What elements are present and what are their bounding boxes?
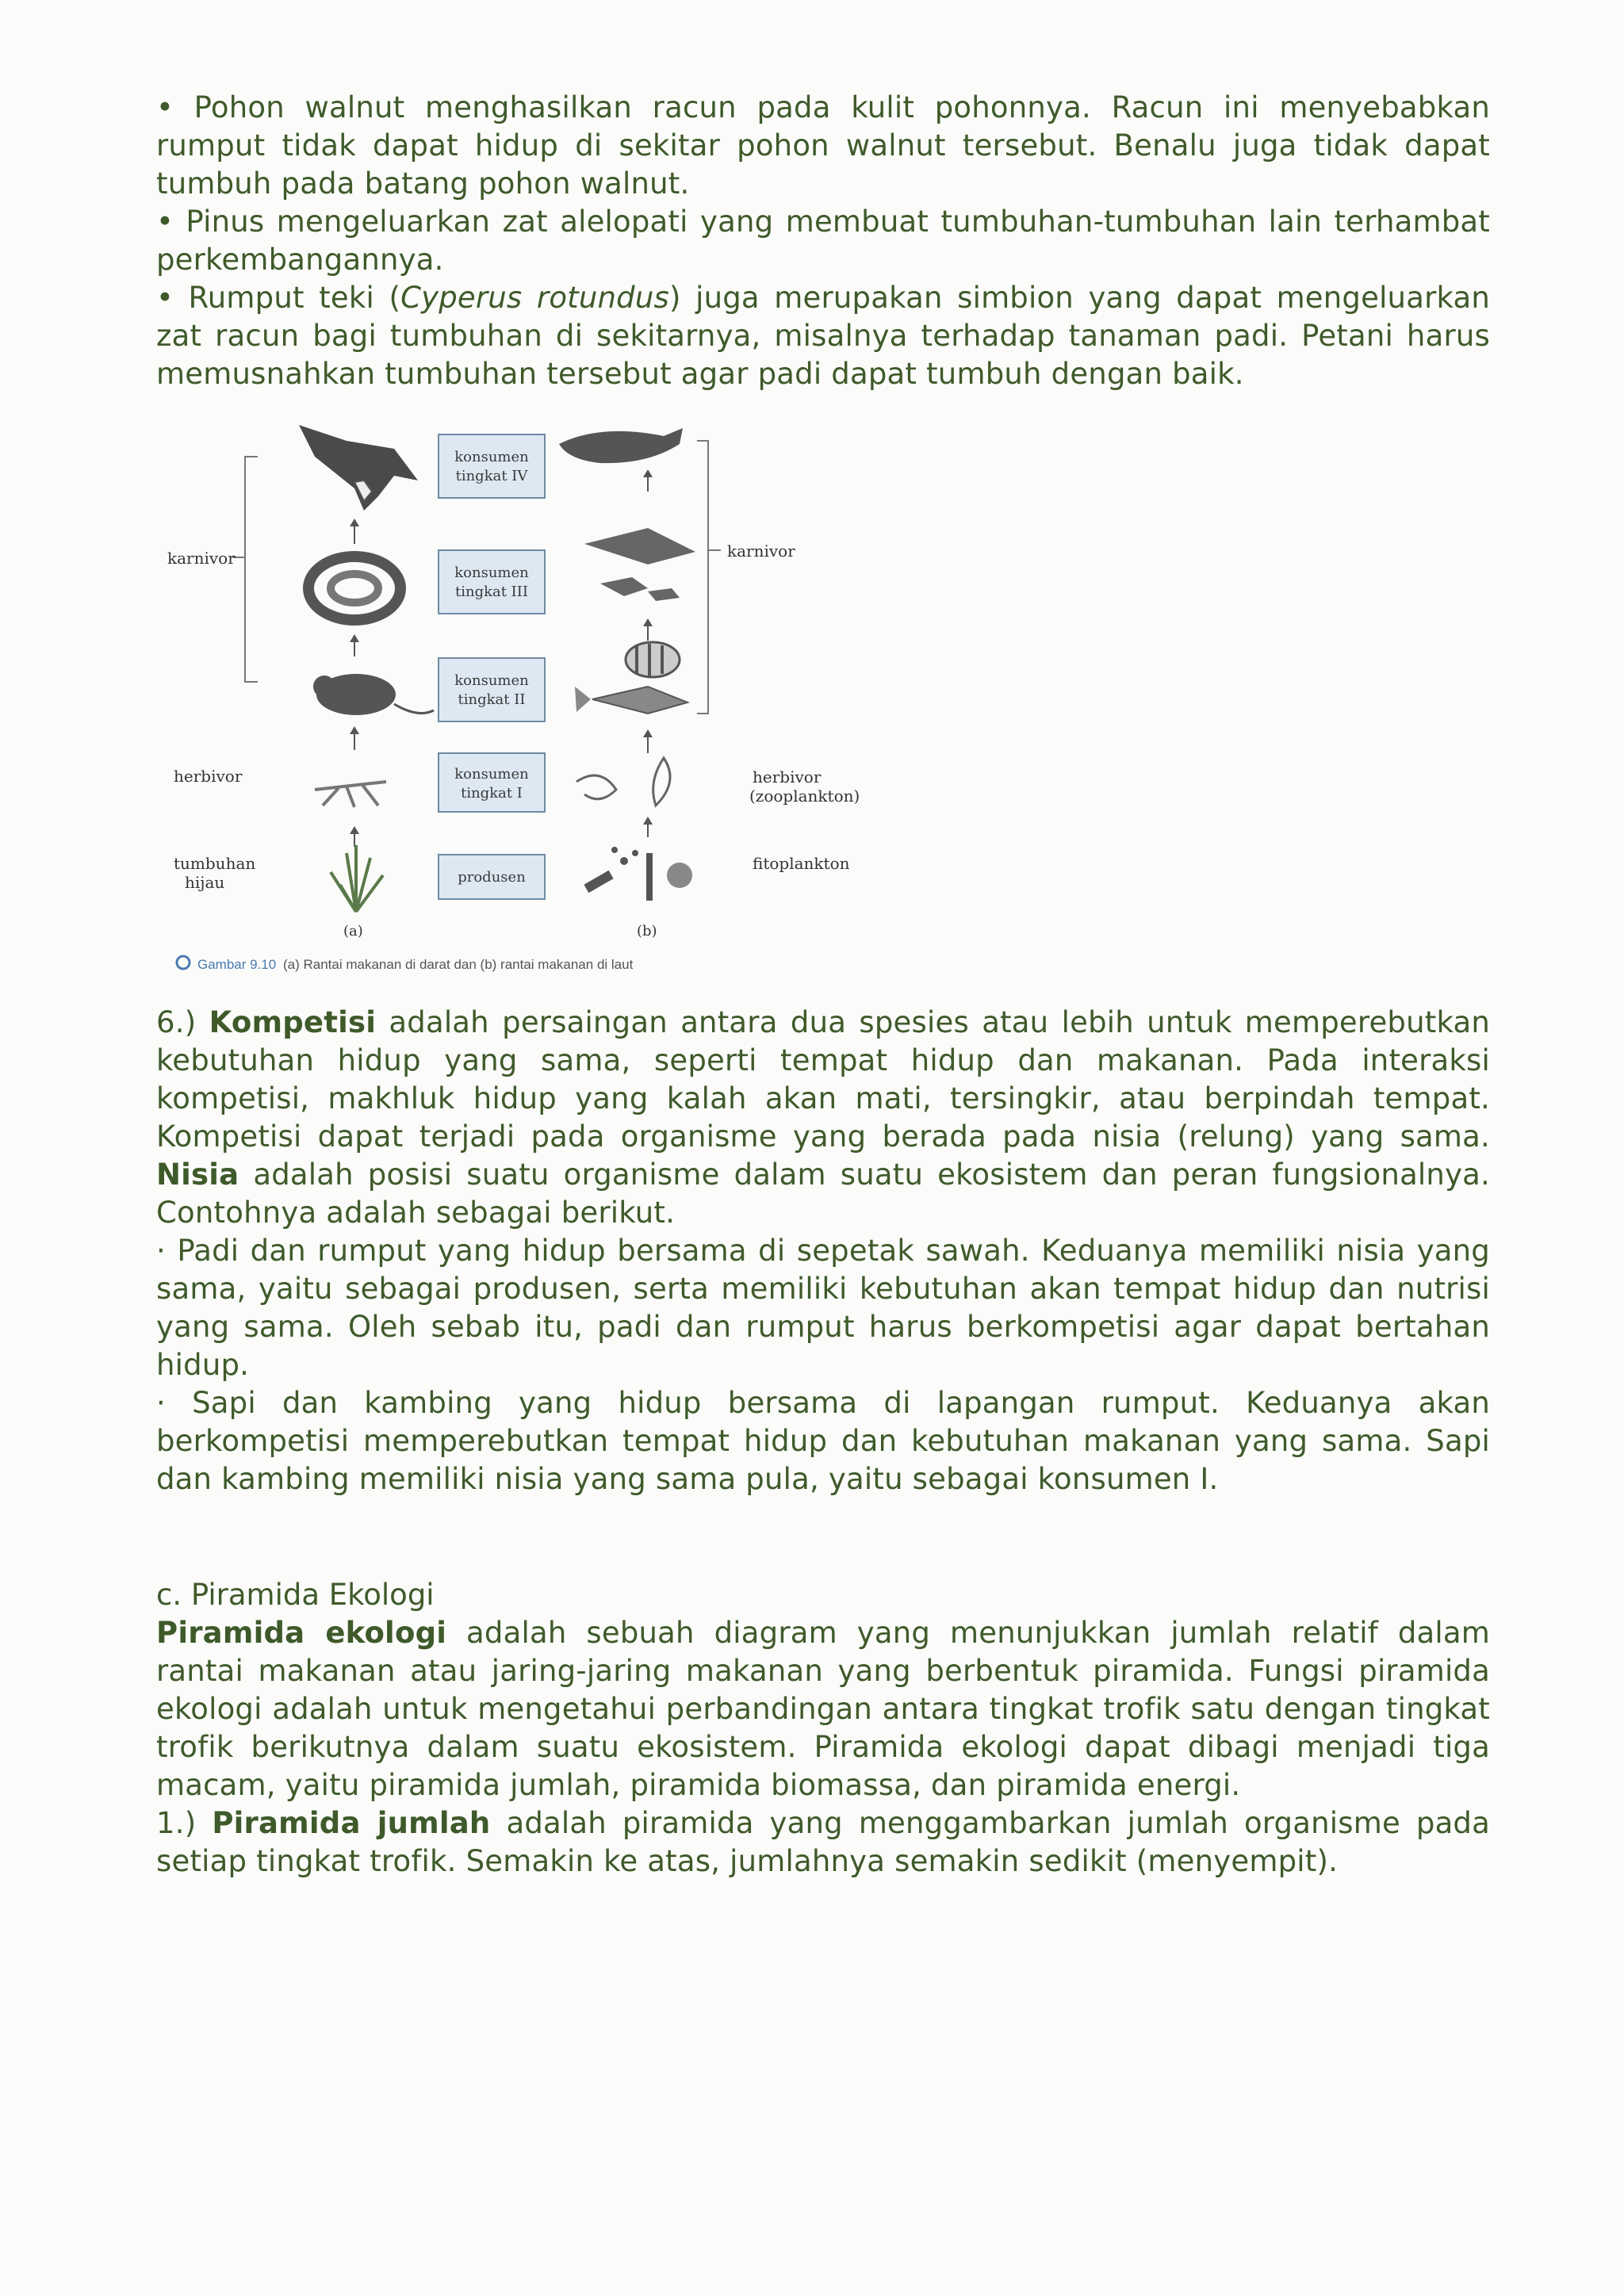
box-konsumen-3 (439, 550, 545, 614)
kompetisi-paragraph: 6.) Kompetisi adalah persaingan antara dua spesies atau lebih untuk memperebutkan kebutuhan hidup yang sama, seperti tempat hidup dan makanan. Pada interaksi kompetisi, makhluk hidup yang kalah akan mati, tersingkir, atau berpindah tempat. Kompetisi dapat terjadi pada organisme yang berada pada nisia (relung) yang sama. Nisia adalah posisi suatu organisme dalam suatu ekosistem dan peran fungsionalnya. Contohnya adalah sebagai berikut. (156, 1005, 1490, 1230)
left-karnivor-bracket (245, 457, 258, 682)
snake-icon (308, 557, 400, 620)
label-a: (a) (343, 923, 363, 939)
eagle-icon (299, 425, 418, 511)
fish-group-icon (584, 528, 695, 601)
label-fitoplankton: fitoplankton (753, 854, 850, 873)
fish-icon (575, 687, 688, 714)
rat-icon (313, 674, 434, 715)
term-piramida-jumlah: Piramida jumlah (212, 1806, 491, 1840)
svg-text:tingkat I: tingkat I (461, 785, 523, 802)
svg-text:tingkat IV: tingkat IV (455, 468, 528, 484)
piramida-paragraph: Piramida ekologi adalah sebuah diagram yang menunjukkan jumlah relatif dalam rantai makanan atau jaring-jaring makanan yang berbentuk piramida. Fungsi piramida ekologi adalah untuk mengetahui perbandingan antara tingkat trofik satu dengan tingkat trofik berikutnya dalam suatu ekosistem. Piramida ekologi dapat dibagi menjadi tiga macam, yaitu piramida jumlah, piramida biomassa, dan piramida energi. (156, 1616, 1490, 1802)
svg-text:konsumen: konsumen (454, 672, 529, 689)
grasshopper-icon (315, 782, 386, 807)
label-herbivor-right-2: (zooplankton) (749, 786, 860, 806)
figure-caption (177, 956, 634, 972)
svg-text:konsumen: konsumen (454, 564, 529, 581)
svg-text:produsen: produsen (458, 869, 526, 886)
box-konsumen-2 (439, 658, 545, 721)
box-produsen (439, 855, 545, 899)
food-chain-diagram (156, 409, 949, 996)
whale-icon (559, 428, 683, 463)
striped-fish-icon (626, 642, 680, 677)
section-title-piramida: c. Piramida Ekologi (156, 1578, 435, 1612)
svg-text:konsumen: konsumen (454, 449, 529, 465)
label-tumbuhan-2: hijau (185, 873, 225, 892)
term-piramida-ekologi: Piramida ekologi (156, 1616, 447, 1650)
bullet-pinus: • Pinus mengeluarkan zat alelopati yang membuat tumbuhan-tumbuhan lain terhambat perkembangannya. (156, 205, 1490, 277)
label-karnivor-right: karnivor (727, 541, 795, 561)
bullet-rumput-teki (156, 279, 1490, 393)
box-konsumen-4 (439, 434, 545, 498)
label-karnivor-left: karnivor (167, 549, 236, 568)
bullet-rumput-teki-pre: • Rumput teki ( (156, 281, 401, 315)
box-konsumen-1 (439, 753, 545, 812)
term-nisia: Nisia (156, 1158, 239, 1192)
caption-text: (a) Rantai makanan di darat dan (b) rantai makanan di laut (283, 957, 634, 972)
piramida-jumlah-paragraph: 1.) Piramida jumlah adalah piramida yang menggambarkan jumlah organisme pada setiap tingkat trofik. Semakin ke atas, jumlahnya semakin sedikit (menyempit). (156, 1806, 1490, 1878)
document-page (156, 89, 1490, 1881)
zooplankton-icon (576, 758, 670, 806)
species-name: Cyperus rotundus (400, 281, 669, 315)
grass-icon (331, 845, 383, 912)
kompetisi-example-padi: · Padi dan rumput yang hidup bersama di sepetak sawah. Keduanya memiliki nisia yang sama, yaitu sebagai produsen, serta memiliki kebutuhan akan tempat hidup dan nutrisi yang sama. Oleh sebab itu, padi dan rumput harus berkompetisi agar dapat bertahan hidup. (156, 1234, 1490, 1382)
label-herbivor-right-1: herbivor (753, 767, 822, 786)
label-tumbuhan-1: tumbuhan (174, 854, 256, 873)
kompetisi-example-sapi: · Sapi dan kambing yang hidup bersama di lapangan rumput. Keduanya akan berkompetisi memperebutkan tempat hidup dan kebutuhan makanan yang sama. Sapi dan kambing memiliki nisia yang sama pula, yaitu sebagai konsumen I. (156, 1386, 1490, 1496)
bullet-walnut: • Pohon walnut menghasilkan racun pada kulit pohonnya. Racun ini menyebabkan rumput tidak dapat hidup di sekitar pohon walnut tersebut. Benalu juga tidak dapat tumbuh pada batang pohon walnut. (156, 90, 1490, 201)
caption-number: Gambar 9.10 (197, 957, 277, 972)
food-chain-figure (156, 409, 949, 996)
label-herbivor-left: herbivor (174, 767, 243, 786)
svg-text:tingkat II: tingkat II (458, 691, 526, 708)
phytoplankton-icon (584, 847, 692, 901)
label-b: (b) (637, 923, 657, 939)
svg-text:tingkat III: tingkat III (454, 584, 529, 600)
term-kompetisi: Kompetisi (209, 1005, 377, 1039)
bullet-rumput-teki-post: ) juga merupakan simbion yang dapat mengeluarkan zat racun bagi tumbuhan di sekitarnya, misalnya terhadap tanaman padi. Petani harus memusnahkan tumbuhan tersebut agar padi dapat tumbuh dengan baik. (156, 281, 1490, 391)
right-karnivor-bracket (697, 441, 708, 714)
svg-text:konsumen: konsumen (454, 766, 529, 783)
